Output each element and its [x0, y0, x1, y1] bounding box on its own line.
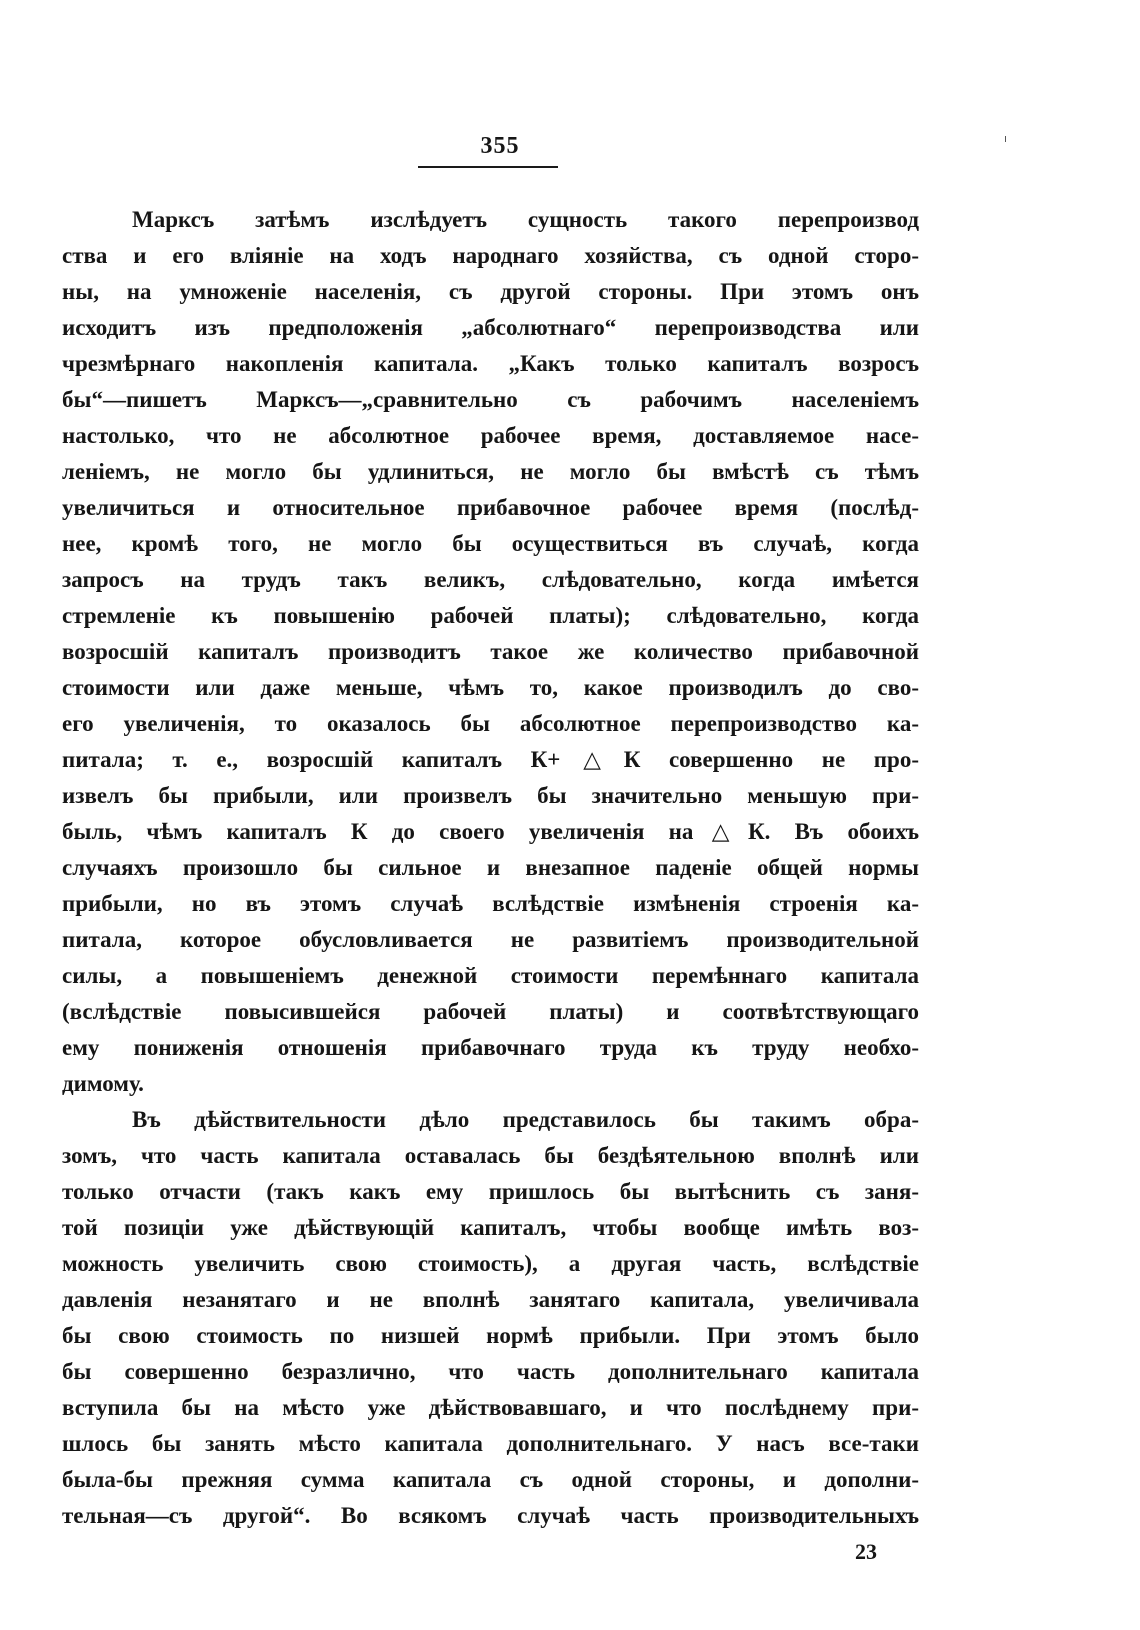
- text-line: нее, кромѣ того, не могло бы осуществиться въ случаѣ, когда: [62, 531, 919, 556]
- text-line: шлось бы занять мѣсто капитала дополнительнаго. У насъ все-таки: [62, 1431, 919, 1456]
- text-line: силы, а повышеніемъ денежной стоимости перемѣннаго капитала: [62, 963, 919, 988]
- text-line: леніемъ, не могло бы удлиниться, не могло бы вмѣстѣ съ тѣмъ: [62, 459, 919, 484]
- text-line: давленія незанятаго и не вполнѣ занятаго капитала, увеличивала: [62, 1287, 919, 1312]
- text-line: возросшій капиталъ производитъ такое же количество прибавочной: [62, 639, 919, 664]
- text-line: вступила бы на мѣсто уже дѣйствовавшаго, и что послѣднему при-: [62, 1395, 919, 1420]
- text-line: тельная—съ другой“. Во всякомъ случаѣ часть производительныхъ: [62, 1503, 919, 1528]
- text-line: была-бы прежняя сумма капитала съ одной стороны, и дополни-: [62, 1467, 919, 1492]
- text-line: ства и его вліяніе на ходъ народнаго хозяйства, съ одной сторо-: [62, 243, 919, 268]
- text-body: [62, 202, 919, 1534]
- text-line: исходитъ изъ предположенія „абсолютнаго“ перепроизводства или: [62, 315, 919, 340]
- text-line: питала, которое обусловливается не развитіемъ производительной: [62, 927, 919, 952]
- text-line: стремленіе къ повышенію рабочей платы); слѣдовательно, когда: [62, 603, 919, 628]
- text-line: Въ дѣйствительности дѣло представилось бы такимъ обра-: [132, 1107, 919, 1132]
- text-line: его увеличенія, то оказалось бы абсолютное перепроизводство ка-: [62, 711, 919, 736]
- text-line: ны, на умноженіе населенія, съ другой стороны. При этомъ онъ: [62, 279, 919, 304]
- paragraph-2: [62, 1102, 919, 1534]
- text-line: извелъ бы прибыли, или произвелъ бы значительно меньшую при-: [62, 783, 919, 808]
- text-line: димому.: [62, 1071, 144, 1096]
- text-line: стоимости или даже меньше, чѣмъ то, какое производилъ до сво-: [62, 675, 919, 700]
- text-line: чрезмѣрнаго накопленія капитала. „Какъ только капиталъ возросъ: [62, 351, 919, 376]
- text-line: бы“—пишетъ Марксъ—„сравнительно съ рабочимъ населеніемъ: [62, 387, 919, 412]
- paragraph-1: [62, 202, 919, 1102]
- text-line: быль, чѣмъ капиталъ К до своего увеличенія на△К. Въ обоихъ: [62, 819, 919, 844]
- text-line: (вслѣдствіе повысившейся рабочей платы) и соотвѣтствующаго: [62, 999, 919, 1024]
- text-line: увеличиться и относительное прибавочное рабочее время (послѣд-: [62, 495, 919, 520]
- text-line: Марксъ затѣмъ изслѣдуетъ сущность такого перепроизвод: [132, 207, 919, 232]
- header-rule: [418, 166, 558, 168]
- stray-ink-mark: [1005, 136, 1006, 142]
- text-line: случаяхъ произошло бы сильное и внезапное паденіе общей нормы: [62, 855, 919, 880]
- text-line: зомъ, что часть капитала оставалась бы бездѣятельною вполнѣ или: [62, 1143, 919, 1168]
- text-line: настолько, что не абсолютное рабочее время, доставляемое насе-: [62, 423, 919, 448]
- text-line: питала; т. е., возросшій капиталъ К+△К совершенно не про-: [62, 747, 919, 772]
- signature-mark: 23: [855, 1539, 877, 1564]
- text-line: той позиціи уже дѣйствующій капиталъ, чтобы вообще имѣть воз-: [62, 1215, 919, 1240]
- text-line: ему пониженія отношенія прибавочнаго труда къ труду необхо-: [62, 1035, 919, 1060]
- page-number: 355: [480, 133, 520, 159]
- text-line: бы свою стоимость по низшей нормѣ прибыли. При этомъ было: [62, 1323, 919, 1348]
- text-line: прибыли, но въ этомъ случаѣ вслѣдствіе измѣненія строенія ка-: [62, 891, 919, 916]
- text-line: только отчасти (такъ какъ ему пришлось бы вытѣснить съ заня-: [62, 1179, 919, 1204]
- text-line: бы совершенно безразлично, что часть дополнительнаго капитала: [62, 1359, 919, 1384]
- text-line: можность увеличить свою стоимость), а другая часть, вслѣдствіе: [62, 1251, 919, 1276]
- text-line: запросъ на трудъ такъ великъ, слѣдовательно, когда имѣется: [62, 567, 919, 592]
